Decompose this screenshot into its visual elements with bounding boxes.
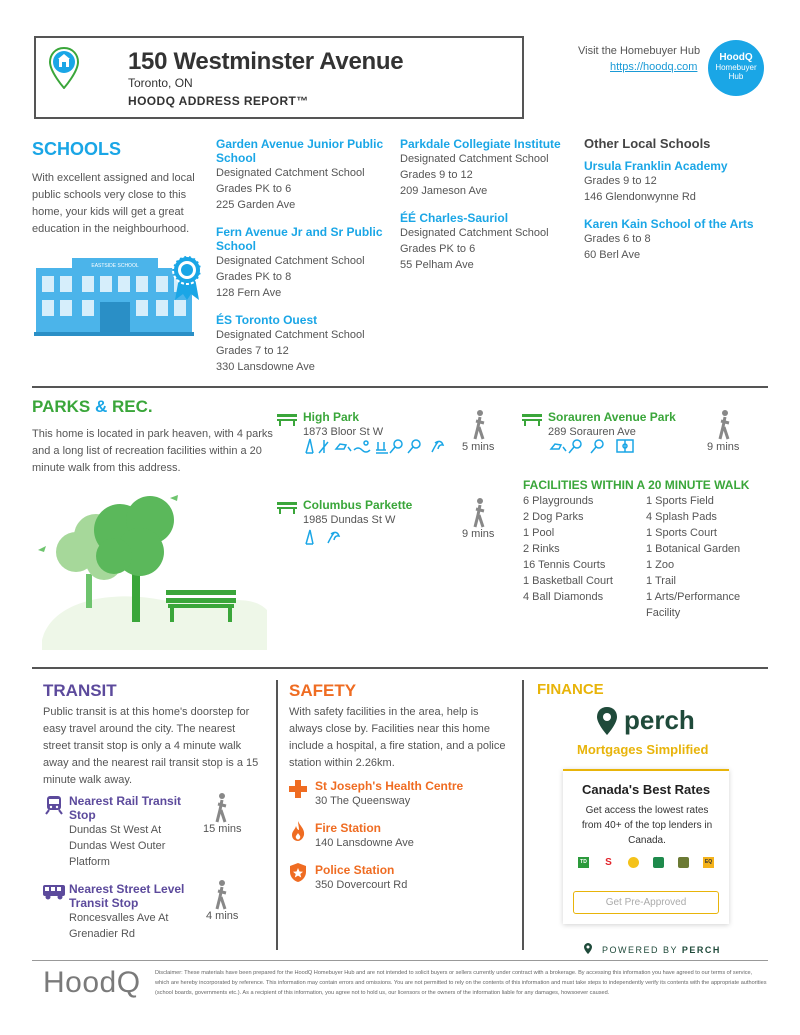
school-address: 209 Jameson Ave xyxy=(400,185,488,197)
transit-stop-line: Roncesvalles Ave At xyxy=(69,912,169,924)
intro-line: minute walk from this address. xyxy=(32,462,181,474)
park-address: 289 Sorauren Ave xyxy=(548,426,636,438)
transit-name: Nearest Street Level xyxy=(69,882,185,896)
parks-intro xyxy=(32,426,273,477)
facility-item: 1 Pool xyxy=(523,527,555,539)
park-name: High Park xyxy=(303,410,360,424)
train-icon xyxy=(44,795,64,815)
school-address: 128 Fern Ave xyxy=(216,287,282,299)
hub-badge[interactable] xyxy=(708,40,764,96)
hospital-cross-icon xyxy=(288,779,308,799)
lender-td-logo: TD xyxy=(578,857,589,868)
perch-logo: perch xyxy=(624,705,695,735)
school-entry[interactable] xyxy=(400,211,576,273)
rates-card-line: Canada. xyxy=(628,835,666,846)
footer-divider xyxy=(32,960,768,961)
walk-time: 9 mins xyxy=(462,528,495,540)
walking-icon xyxy=(471,410,489,440)
school-grades: Grades 9 to 12 xyxy=(400,169,473,181)
safety-address: 350 Dovercourt Rd xyxy=(315,879,408,891)
intro-line: public schools very close to this xyxy=(32,189,187,201)
school-entry[interactable] xyxy=(400,137,576,199)
rates-card-line: from 40+ of the top lenders in xyxy=(581,820,713,831)
rates-card-title: Canada's Best Rates xyxy=(581,782,711,797)
walk-time: 9 mins xyxy=(707,441,740,453)
park-entry[interactable] xyxy=(303,498,412,526)
park-bench-icon xyxy=(277,412,297,426)
facility-item: 1 Botanical Garden xyxy=(646,543,741,555)
facility-item: 1 Basketball Court xyxy=(523,575,613,587)
school-name: Fern Avenue Jr and Sr Public xyxy=(216,225,383,239)
park-name: Columbus Parkette xyxy=(303,498,413,512)
school-grades: Grades 9 to 12 xyxy=(584,175,657,187)
hub-badge-line: Hub xyxy=(728,72,744,81)
lender-scotia-logo: S xyxy=(605,857,612,868)
perch-pin-icon xyxy=(596,706,618,736)
safety-intro xyxy=(289,704,505,772)
park-bench-icon xyxy=(522,412,542,426)
park-name: Sorauren Avenue Park xyxy=(548,410,676,424)
facility-item: 16 Tennis Courts xyxy=(523,559,606,571)
walk-time: 5 mins xyxy=(462,441,495,453)
facility-item: 1 Trail xyxy=(646,575,676,587)
hoodq-footer-logo: HoodQ xyxy=(43,966,141,999)
bus-icon xyxy=(42,884,66,900)
safety-entry[interactable] xyxy=(315,821,414,849)
get-pre-approved-button[interactable]: Get Pre-Approved xyxy=(573,891,719,914)
facility-item: 1 Sports Court xyxy=(646,527,717,539)
walking-icon xyxy=(716,410,734,440)
facility-item: 2 Rinks xyxy=(523,543,560,555)
address-city: Toronto, ON xyxy=(128,76,193,90)
transit-entry[interactable] xyxy=(69,794,209,870)
school-entry[interactable] xyxy=(584,159,774,205)
parks-heading-word: REC. xyxy=(112,397,153,416)
perch-pin-icon xyxy=(584,943,592,954)
transit-stop-line: Dundas West Outer xyxy=(69,840,166,852)
lender-logo xyxy=(628,857,639,868)
intro-line: include a hospital, a fire station, and a police xyxy=(289,740,506,752)
school-name: Garden Avenue Junior Public xyxy=(216,137,384,151)
intro-line: away and the nearest rail transit stop is a 15 xyxy=(43,757,259,769)
transit-name: Transit Stop xyxy=(69,896,139,910)
award-badge-icon xyxy=(171,254,203,302)
school-name: ÉS Toronto Ouest xyxy=(216,313,318,327)
address-title: 150 Westminster Avenue xyxy=(128,48,404,75)
facility-item: 1 Arts/Performance xyxy=(646,591,741,603)
report-label: HOODQ ADDRESS REPORT™ xyxy=(128,94,309,108)
transit-heading: TRANSIT xyxy=(43,681,117,700)
school-name: School xyxy=(216,239,257,253)
transit-name: Stop xyxy=(69,808,96,822)
school-grades: Grades PK to 6 xyxy=(400,243,476,255)
hub-visit-text: Visit the Homebuyer Hub xyxy=(578,45,701,57)
walking-icon xyxy=(213,793,231,823)
school-name: Karen Kain School of the Arts xyxy=(584,217,754,231)
school-grades: Grades PK to 8 xyxy=(216,271,292,283)
facility-item: 2 Dog Parks xyxy=(523,511,584,523)
other-schools-heading: Other Local Schools xyxy=(584,136,711,151)
powered-by-perch[interactable] xyxy=(602,945,721,955)
transit-stop-line: Grenadier Rd xyxy=(69,928,136,940)
park-facility-icons xyxy=(304,438,454,454)
school-type: Designated Catchment School xyxy=(400,227,549,239)
school-name: Ursula Franklin Academy xyxy=(584,159,728,173)
safety-name: Fire Station xyxy=(315,821,382,835)
safety-name: St Joseph's Health Centre xyxy=(315,779,464,793)
schools-heading: SCHOOLS xyxy=(32,139,122,159)
school-name: ÉÉ Charles-Sauriol xyxy=(400,211,509,225)
school-entry[interactable] xyxy=(216,313,392,375)
perch-tagline: Mortgages Simplified xyxy=(577,742,709,757)
intro-line: This home is located in park heaven, with 4 parks xyxy=(32,428,273,440)
facilities-list xyxy=(646,493,740,621)
transit-stop-line: Dundas St West At xyxy=(69,824,162,836)
safety-entry[interactable] xyxy=(315,779,463,807)
facility-item: Facility xyxy=(646,607,681,619)
school-grades: Grades 6 to 8 xyxy=(584,233,651,245)
intro-line: street transit stop is only a 4 minute walk xyxy=(43,740,242,752)
transit-name: Nearest Rail Transit xyxy=(69,794,182,808)
intro-line: With safety facilities in the area, help is xyxy=(289,706,479,718)
parks-heading-word: PARKS xyxy=(32,397,91,416)
safety-entry[interactable] xyxy=(315,863,407,891)
school-entry[interactable] xyxy=(216,137,392,213)
intro-line: station within 2.26km. xyxy=(289,757,395,769)
police-badge-icon xyxy=(289,862,307,883)
park-entry[interactable] xyxy=(303,410,383,438)
column-divider xyxy=(276,680,278,950)
section-divider xyxy=(32,667,768,669)
facility-item: 4 Ball Diamonds xyxy=(523,591,604,603)
powered-label: POWERED BY xyxy=(602,945,678,955)
intro-line: easy travel around the city. The nearest xyxy=(43,723,236,735)
park-entry[interactable] xyxy=(548,410,676,438)
school-type: Designated Catchment School xyxy=(216,255,365,267)
finance-heading: FINANCE xyxy=(537,681,604,698)
school-entry[interactable] xyxy=(584,217,774,263)
safety-address: 140 Lansdowne Ave xyxy=(315,837,414,849)
lender-logo xyxy=(653,857,664,868)
fire-icon xyxy=(290,820,306,842)
facility-item: 1 Sports Field xyxy=(646,495,714,507)
park-address: 1985 Dundas St W xyxy=(303,514,396,526)
intro-line: minute walk away. xyxy=(43,774,133,786)
walking-icon xyxy=(213,880,231,910)
safety-address: 30 The Queensway xyxy=(315,795,411,807)
safety-name: Police Station xyxy=(315,863,395,877)
park-address: 1873 Bloor St W xyxy=(303,426,384,438)
school-address: 55 Pelham Ave xyxy=(400,259,474,271)
school-name: Parkdale Collegiate Institute xyxy=(400,137,561,151)
park-bench-icon xyxy=(277,500,297,514)
parks-heading xyxy=(32,397,153,417)
lender-logos xyxy=(578,857,714,869)
disclaimer-text: Disclaimer: These materials have been prepared for the HoodQ Homebuyer Hub and are not intended to solicit buyers or sellers currently under contract with a brokerage. By accessing this information you have agreed to our terms of service, which are hereby incorporated by reference. This information may contain errors and omissions. You are not permitted to rely on the contents of this information and must take steps to independently verify its contents with the appropriate authorities (school boards, governments etc.). As a recipient of this information, you agree not to hold us, our licensors or the owners of the information liable for any damages, howsoever caused. xyxy=(155,970,767,996)
section-divider xyxy=(32,386,768,388)
transit-stop-line: Platform xyxy=(69,856,110,868)
intro-line: and a long list of recreation facilities within a 20 xyxy=(32,445,262,457)
lender-logo xyxy=(678,857,689,868)
location-pin-icon xyxy=(48,47,80,89)
school-type: Designated Catchment School xyxy=(400,153,549,165)
school-address: 330 Lansdowne Ave xyxy=(216,361,315,373)
lender-eq-logo: EQ xyxy=(703,857,714,868)
facility-item: 6 Playgrounds xyxy=(523,495,594,507)
schools-intro xyxy=(32,170,195,238)
walk-time: 15 mins xyxy=(203,823,242,835)
school-type: Designated Catchment School xyxy=(216,167,365,179)
parks-heading-amp: & xyxy=(94,397,108,416)
walking-icon xyxy=(471,498,489,528)
intro-line: home, your kids will get a great xyxy=(32,206,184,218)
park-facility-icons xyxy=(549,438,635,454)
transit-entry[interactable] xyxy=(69,882,209,942)
school-type: Designated Catchment School xyxy=(216,329,365,341)
school-sign: EASTSIDE SCHOOL xyxy=(91,263,139,269)
hub-badge-line: Homebuyer xyxy=(715,63,757,72)
intro-line: With excellent assigned and local xyxy=(32,172,195,184)
intro-line: Public transit is at this home's doorstep for xyxy=(43,706,250,718)
intro-line: education in the neighbourhood. xyxy=(32,223,190,235)
rates-card-text xyxy=(572,803,722,848)
park-illustration xyxy=(32,490,272,650)
column-divider xyxy=(522,680,524,950)
facilities-list xyxy=(523,493,613,605)
hub-badge-title: HoodQ xyxy=(719,52,753,63)
hub-link[interactable]: https://hoodq.com xyxy=(610,61,698,73)
intro-line: always close by. Facilities near this home xyxy=(289,723,490,735)
facility-item: 4 Splash Pads xyxy=(646,511,717,523)
school-address: 146 Glendonwynne Rd xyxy=(584,191,696,203)
school-grades: Grades 7 to 12 xyxy=(216,345,289,357)
transit-intro xyxy=(43,704,258,789)
school-address: 225 Garden Ave xyxy=(216,199,296,211)
facility-item: 1 Zoo xyxy=(646,559,675,571)
park-facility-icons xyxy=(304,529,348,545)
powered-brand: PERCH xyxy=(681,945,721,955)
school-address: 60 Berl Ave xyxy=(584,249,641,261)
school-grades: Grades PK to 6 xyxy=(216,183,292,195)
facilities-heading: FACILITIES WITHIN A 20 MINUTE WALK xyxy=(523,478,750,492)
school-entry[interactable] xyxy=(216,225,392,301)
rates-card-line: Get access the lowest rates xyxy=(585,805,709,816)
safety-heading: SAFETY xyxy=(289,681,357,700)
school-name: School xyxy=(216,151,257,165)
walk-time: 4 mins xyxy=(206,910,239,922)
